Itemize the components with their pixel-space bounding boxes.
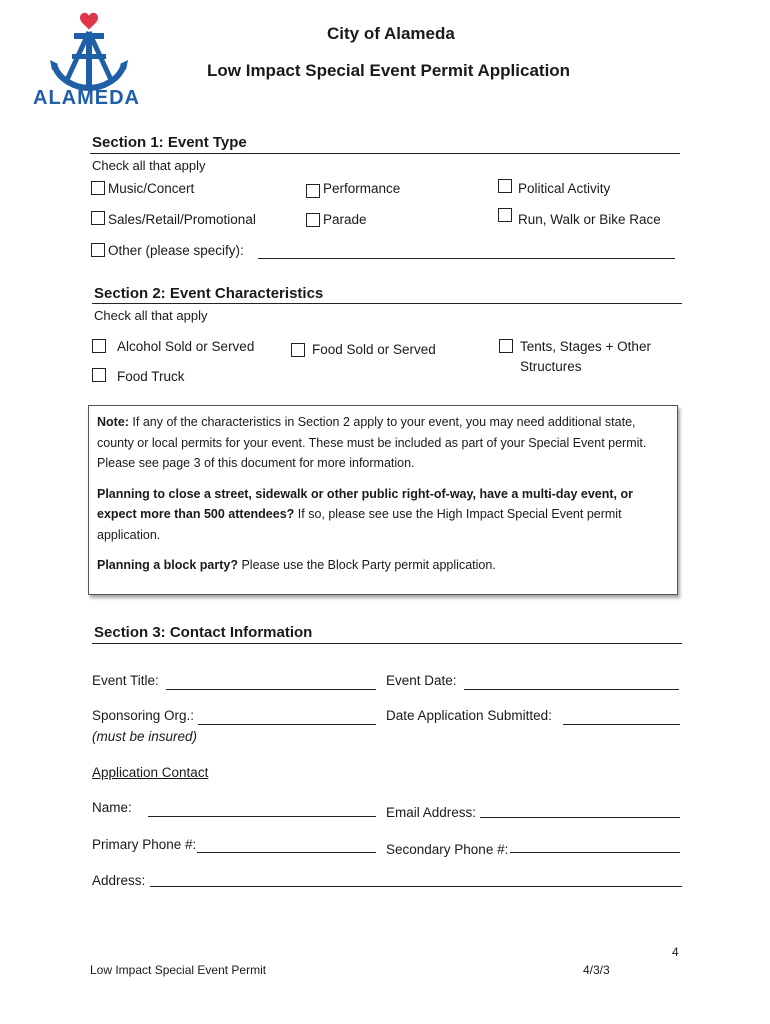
option-food-truck: Food Truck (117, 369, 185, 384)
section3-title: Section 3: Contact Information (94, 624, 313, 641)
sponsoring-org-input[interactable] (198, 724, 376, 725)
address-label: Address: (92, 873, 146, 888)
primary-phone-input[interactable] (197, 852, 376, 853)
option-alcohol: Alcohol Sold or Served (117, 339, 255, 354)
name-input[interactable] (148, 816, 376, 817)
page-title: Low Impact Special Event Permit Application (207, 61, 571, 80)
block-party-label: Planning a block party? (97, 558, 238, 572)
checkbox-other[interactable] (91, 243, 105, 257)
checkbox-music[interactable] (91, 181, 105, 195)
option-political: Political Activity (518, 181, 611, 196)
high-impact-label: Planning to close a street, sidewalk or other public right-of-way, have a multi-day event, or expect more than 500 attendees? (97, 486, 633, 521)
note-label: Note: (97, 415, 129, 429)
section1-rule (90, 153, 680, 154)
note-paragraph-2 (97, 484, 669, 546)
footer-left: Low Impact Special Event Permit (90, 963, 267, 977)
checkbox-tents[interactable] (499, 339, 513, 353)
event-title-input[interactable] (166, 689, 376, 690)
logo-wordmark: ALAMEDA (33, 87, 140, 109)
checkbox-alcohol[interactable] (92, 339, 106, 353)
option-tents-line2: Structures (520, 359, 582, 374)
option-performance: Performance (323, 181, 401, 196)
checkbox-political[interactable] (498, 179, 512, 193)
application-contact-heading: Application Contact (92, 765, 209, 780)
other-specify-input[interactable] (258, 258, 675, 259)
event-date-input[interactable] (464, 689, 679, 690)
city-title: City of Alameda (327, 24, 455, 43)
checkbox-parade[interactable] (306, 213, 320, 227)
date-submitted-input[interactable] (563, 724, 680, 725)
primary-phone-label: Primary Phone #: (92, 837, 197, 852)
section2-rule (92, 303, 682, 304)
event-date-label: Event Date: (386, 673, 457, 688)
section1-title: Section 1: Event Type (92, 134, 247, 151)
section1-hint: Check all that apply (92, 158, 206, 173)
checkbox-food-truck[interactable] (92, 368, 106, 382)
email-label: Email Address: (386, 805, 477, 820)
secondary-phone-label: Secondary Phone #: (386, 842, 509, 857)
note-paragraph-3 (97, 555, 669, 576)
checkbox-sales[interactable] (91, 211, 105, 225)
checkbox-performance[interactable] (306, 184, 320, 198)
sponsoring-org-label: Sponsoring Org.: (92, 708, 195, 723)
option-other: Other (please specify): (108, 243, 244, 258)
checkbox-food-sold[interactable] (291, 343, 305, 357)
note-paragraph-1 (97, 412, 669, 474)
section3-rule (92, 643, 682, 644)
footer-right: 4/3/3 (583, 963, 610, 977)
address-input[interactable] (150, 886, 682, 887)
option-run-walk-bike: Run, Walk or Bike Race (518, 212, 661, 227)
high-impact-text: If so, please see use the High Impact Special Event permit application. (97, 507, 622, 542)
page-number: 4 (672, 945, 679, 959)
option-tents: Tents, Stages + Other (520, 339, 651, 354)
name-label: Name: (92, 800, 132, 815)
note-text: If any of the characteristics in Section 2 apply to your event, you may need additional state, county or local permits for your event. These must be included as part of your Special Event permit. Please see page 3 of this document for more information. (97, 415, 647, 470)
option-food-sold: Food Sold or Served (312, 342, 436, 357)
option-sales: Sales/Retail/Promotional (108, 212, 256, 227)
date-submitted-label: Date Application Submitted: (386, 708, 552, 723)
checkbox-run-walk-bike[interactable] (498, 208, 512, 222)
email-input[interactable] (480, 817, 680, 818)
option-parade: Parade (323, 212, 367, 227)
must-be-insured-note: (must be insured) (92, 729, 198, 744)
section2-title: Section 2: Event Characteristics (94, 285, 324, 302)
secondary-phone-input[interactable] (510, 852, 680, 853)
event-title-label: Event Title: (92, 673, 159, 688)
block-party-text: Please use the Block Party permit application. (238, 558, 496, 572)
section2-hint: Check all that apply (94, 308, 208, 323)
option-music: Music/Concert (108, 181, 195, 196)
note-box (88, 405, 678, 595)
